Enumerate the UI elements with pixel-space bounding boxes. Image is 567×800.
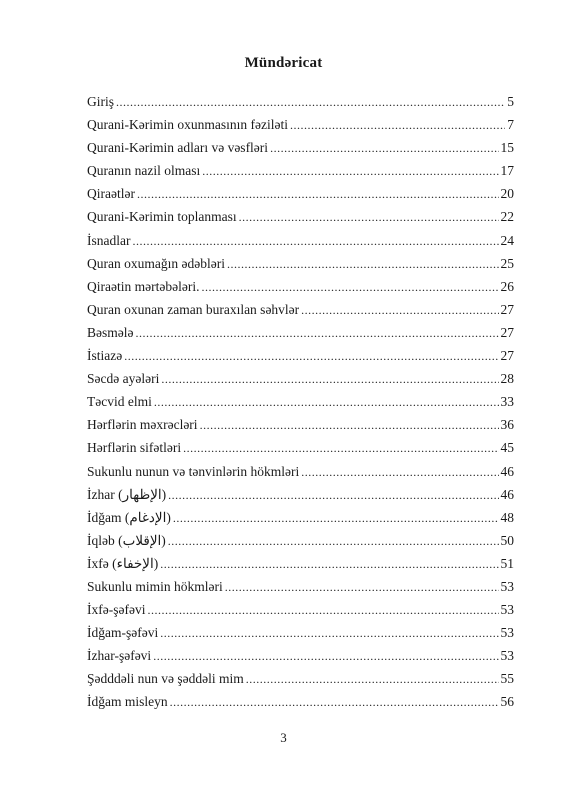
toc-entry-page: 27: [500, 301, 514, 317]
toc-entry-label: Quran oxunan zaman buraxılan səhvlər: [87, 301, 300, 317]
toc-entry: [87, 205, 514, 228]
toc-entry-page: 46: [500, 463, 514, 479]
toc-entry-label: İqləb (الإقلاب): [87, 532, 166, 548]
toc-entry: [87, 182, 514, 205]
toc-dot-leader: [290, 114, 505, 137]
toc-entry-label: Quran oxumağın ədəbləri: [87, 255, 225, 271]
toc-entry-label: İdğam (الإدغام): [87, 509, 171, 525]
toc-dot-leader: [183, 437, 498, 460]
toc-entry-label: Sukunlu nunun və tənvinlərin hökmləri: [87, 463, 300, 479]
toc-dot-leader: [160, 553, 498, 576]
toc-entry: [87, 275, 514, 298]
toc-entry-page: 45: [500, 440, 514, 456]
toc-list: [87, 90, 514, 714]
toc-dot-leader: [227, 253, 499, 276]
toc-entry-page: 20: [500, 186, 514, 202]
toc-entry-label: İzhar (الإظهار): [87, 486, 167, 502]
toc-entry: [87, 113, 514, 136]
toc-entry: [87, 159, 514, 182]
toc-entry: [87, 529, 514, 552]
toc-entry-label: Bəsmələ: [87, 324, 134, 340]
toc-dot-leader: [160, 622, 498, 645]
toc-dot-leader: [301, 461, 498, 484]
toc-dot-leader: [246, 668, 499, 691]
toc-entry-page: 51: [500, 555, 514, 571]
toc-entry: [87, 483, 514, 506]
toc-entry: [87, 344, 514, 367]
toc-dot-leader: [116, 91, 505, 114]
toc-entry-page: 50: [500, 532, 514, 548]
toc-entry-label: Sukunlu mimin hökmləri: [87, 578, 223, 594]
toc-entry-page: 53: [500, 578, 514, 594]
toc-entry-page: 28: [500, 371, 514, 387]
toc-dot-leader: [200, 414, 499, 437]
toc-entry-page: 53: [500, 602, 514, 618]
toc-dot-leader: [270, 137, 498, 160]
toc-dot-leader: [153, 645, 498, 668]
toc-dot-leader: [136, 322, 499, 345]
toc-entry: [87, 644, 514, 667]
toc-dot-leader: [170, 691, 499, 714]
toc-entry: [87, 367, 514, 390]
toc-entry-page: 17: [500, 163, 514, 179]
toc-entry-page: 55: [500, 671, 514, 687]
toc-dot-leader: [301, 299, 498, 322]
toc-dot-leader: [168, 484, 498, 507]
toc-dot-leader: [201, 276, 498, 299]
toc-entry: [87, 136, 514, 159]
toc-entry: [87, 436, 514, 459]
toc-entry-page: 36: [500, 417, 514, 433]
toc-entry: [87, 390, 514, 413]
toc-entry-page: 27: [500, 348, 514, 364]
toc-entry-label: Quranın nazil olması: [87, 163, 201, 179]
toc-dot-leader: [225, 576, 499, 599]
toc-dot-leader: [239, 206, 499, 229]
toc-entry-page: 24: [500, 232, 514, 248]
toc-entry-page: 25: [500, 255, 514, 271]
toc-entry: [87, 229, 514, 252]
toc-entry-page: 7: [507, 117, 514, 133]
toc-dot-leader: [202, 160, 498, 183]
toc-dot-leader: [173, 507, 499, 530]
toc-entry-label: Hərflərin sifətləri: [87, 440, 182, 456]
toc-entry: [87, 575, 514, 598]
toc-entry-page: 5: [507, 94, 514, 109]
toc-entry-label: Giriş: [87, 94, 114, 109]
toc-dot-leader: [132, 230, 498, 253]
toc-entry: [87, 460, 514, 483]
toc-dot-leader: [154, 391, 499, 414]
toc-entry-label: Qurani-Kərimin oxunmasının fəziləti: [87, 117, 288, 133]
toc-entry-label: Hərflərin məxrəcləri: [87, 417, 198, 433]
toc-entry-page: 15: [500, 140, 514, 156]
toc-entry-page: 56: [500, 694, 514, 710]
page-number: 3: [280, 730, 287, 745]
toc-dot-leader: [124, 345, 498, 368]
toc-entry-label: Təcvid elmi: [87, 394, 152, 410]
toc-entry: [87, 321, 514, 344]
toc-entry: [87, 506, 514, 529]
toc-title: Mündəricat: [244, 55, 323, 71]
toc-entry-label: İxfə (الإخفاء): [87, 555, 159, 571]
toc-dot-leader: [161, 368, 498, 391]
toc-dot-leader: [147, 599, 498, 622]
toc-entry-label: Şədddəli nun və şəddəli mim: [87, 671, 244, 687]
toc-entry-page: 27: [500, 324, 514, 340]
toc-entry-page: 53: [500, 625, 514, 641]
toc-entry-page: 33: [500, 394, 514, 410]
toc-entry-label: İzhar-şəfəvi: [87, 648, 152, 664]
toc-entry-label: İdğam misleyn: [87, 694, 168, 710]
toc-entry-label: İxfə-şəfəvi: [87, 602, 146, 618]
toc-dot-leader: [168, 530, 499, 553]
toc-entry-label: Qurani-Kərimin adları və vəsfləri: [87, 140, 269, 156]
toc-entry-label: Qurani-Kərimin toplanması: [87, 209, 237, 225]
toc-entry: [87, 621, 514, 644]
toc-entry: [87, 598, 514, 621]
toc-entry: [87, 90, 514, 113]
toc-entry-page: 48: [500, 509, 514, 525]
toc-entry-page: 26: [500, 278, 514, 294]
toc-entry-page: 46: [500, 486, 514, 502]
toc-entry-label: Səcdə ayələri: [87, 371, 160, 387]
toc-entry-label: İdğam-şəfəvi: [87, 625, 159, 641]
toc-entry: [87, 552, 514, 575]
toc-entry-label: İstiazə: [87, 348, 123, 364]
toc-entry: [87, 252, 514, 275]
toc-entry-page: 53: [500, 648, 514, 664]
toc-dot-leader: [137, 183, 499, 206]
toc-entry-label: Qiraətlər: [87, 186, 135, 202]
toc-entry-label: Qiraətin mərtəbələri.: [87, 278, 200, 294]
toc-entry: [87, 667, 514, 690]
toc-entry-label: İsnadlar: [87, 232, 131, 248]
toc-entry-page: 22: [500, 209, 514, 225]
toc-entry: [87, 413, 514, 436]
toc-entry: [87, 298, 514, 321]
toc-entry: [87, 690, 514, 713]
